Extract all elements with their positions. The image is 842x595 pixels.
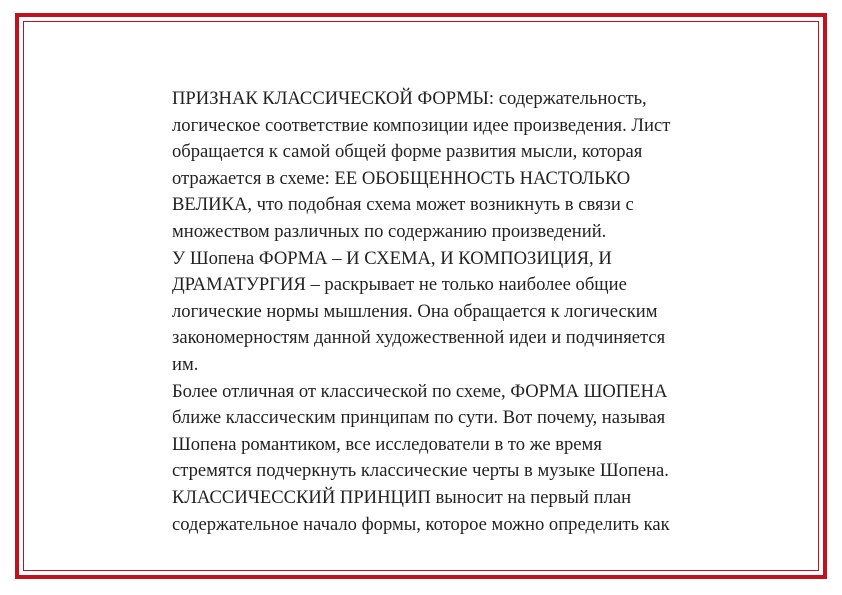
paragraph-chopin-classical: [172, 379, 772, 485]
text-line: Шопена романтиком, все исследователи в то же время: [172, 433, 602, 455]
body-text: [172, 86, 772, 538]
paragraph-chopin-form: [172, 246, 772, 379]
text-line: закономерностям данной художественной идеи и подчиняется: [172, 327, 666, 349]
text-line: отражается в схеме: ЕЕ ОБОБЩЕННОСТЬ НАСТОЛЬКО: [172, 167, 631, 189]
text-line: Более отличная от классической по схеме, ФОРМА ШОПЕНА: [172, 380, 668, 402]
text-line: содержательное начало формы, которое можно определить как: [172, 513, 670, 535]
text-line: ВЕЛИКА, что подобная схема может возникнуть в связи с: [172, 194, 634, 216]
text-line: КЛАССИЧЕССКИЙ ПРИНЦИП выносит на первый план: [172, 486, 632, 508]
text-line: У Шопена ФОРМА – И СХЕМА, И КОМПОЗИЦИЯ, И: [172, 247, 612, 269]
paragraph-classical-principle: [172, 485, 772, 538]
paragraph-classical-form: [172, 86, 772, 246]
text-line: ближе классическим принципам по сути. Вот почему, называя: [172, 407, 666, 429]
text-line: логическое соответствие композиции идее произведения. Лист: [172, 114, 671, 136]
text-line: ПРИЗНАК КЛАССИЧЕСКОЙ ФОРМЫ: содержательность,: [172, 88, 647, 109]
text-line: логические нормы мышления. Она обращается к логическим: [172, 300, 658, 322]
text-line: обращается к самой общей форме развития мысли, которая: [172, 141, 643, 163]
text-line: ДРАМАТУРГИЯ – раскрывает не только наиболее общие: [172, 274, 627, 296]
text-line: стремятся подчеркнуть классические черты в музыке Шопена.: [172, 460, 669, 482]
text-line: им.: [172, 353, 199, 375]
text-line: множеством различных по содержанию произведений.: [172, 220, 607, 242]
